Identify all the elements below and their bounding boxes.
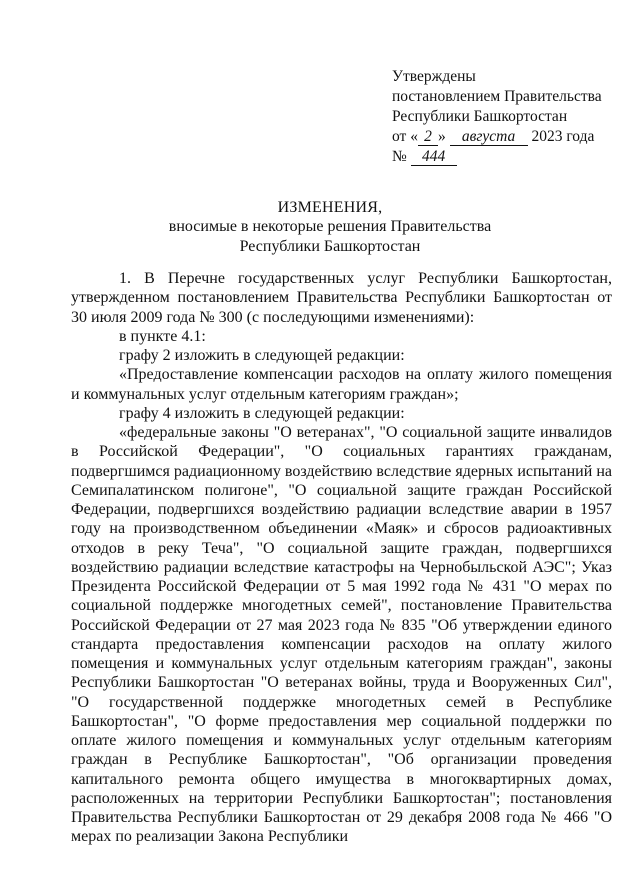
paragraph-4: «Предоставление компенсации расходов на оплату жилого помещения и коммунальных услуг отдельным категориям граждан»;	[71, 366, 612, 403]
approval-line-3: Республики Башкортостан	[392, 108, 568, 125]
date-day: 2	[418, 129, 438, 146]
subtitle-line-1: вносимые в некоторые решения Правительства	[168, 218, 492, 235]
document-number: 444	[411, 149, 457, 166]
subtitle-line-2: Республики Башкортостан	[239, 237, 421, 255]
document-body	[71, 269, 612, 847]
approval-line-1: Утверждены	[392, 68, 476, 85]
approval-number-line	[392, 147, 602, 167]
paragraph-3: графу 2 изложить в следующей редакции:	[119, 347, 405, 364]
approval-block	[392, 67, 602, 167]
date-mid: »	[437, 128, 446, 145]
paragraph-5: графу 4 изложить в следующей редакции:	[119, 404, 405, 422]
document-title: ИЗМЕНЕНИЯ,	[277, 199, 383, 216]
date-month: августа	[450, 129, 528, 146]
date-prefix: от «	[392, 128, 418, 145]
date-year: 2023 года	[531, 128, 595, 145]
paragraph-2: в пункте 4.1:	[119, 327, 206, 345]
approval-line-2: постановлением Правительства	[392, 88, 602, 105]
paragraph-6: «федеральные законы "О ветеранах", "О социальной защите инвалидов в Российской Федерации", "О социальных гарантиях гражданам, подвергшимся радиационному воздействию вследствие ядерных испытаний на Семипалатинском полигоне", "О социальной защите граждан Российской Федерации, подвергшихся воздействию радиации вследствие аварии в 1957 году на производственном объединении «Маяк» и сбросов радиоактивных отходов в реку Теча", "О социальной защите граждан, подвергшихся воздействию радиации вследствие катастрофы на Чернобыльской АЭС"; Указ Президента Российской Федерации от 5 мая 1992 года № 431 "О мерах по социальной поддержке многодетных семей", постановление Правительства Российской Федерации от 27 мая 2023 года № 835 "Об утверждении единого стандарта предоставления компенсации расходов на оплату жилого помещения и коммунальных услуг отдельным категориям граждан", законы Республики Башкортостан "О ветеранах войны, труда и Вооруженных Сил", "О государственной поддержке многодетных семей в Республике Башкортостан", "О форме предоставления мер социальной поддержки по оплате жилого помещения и коммунальных услуг отдельным категориям граждан в Республике Башкортостан", "Об организации проведения капитального ремонта общего имущества в многоквартирных домах, расположенных на территории Республики Башкортостан"; постановления Правительства Республики Башкортостан от 29 декабря 2008 года № 466 "О мерах по реализации Закона Республики	[71, 424, 612, 846]
document-subtitle	[40, 217, 620, 256]
approval-date-line	[392, 127, 602, 147]
number-prefix: №	[392, 148, 407, 165]
paragraph-1: 1. В Перечне государственных услуг Республики Башкортостан, утвержденном постановлением Правительства Республики Башкортостан от 30 июля 2009 года № 300 (с последующими изменениями):	[71, 270, 612, 326]
